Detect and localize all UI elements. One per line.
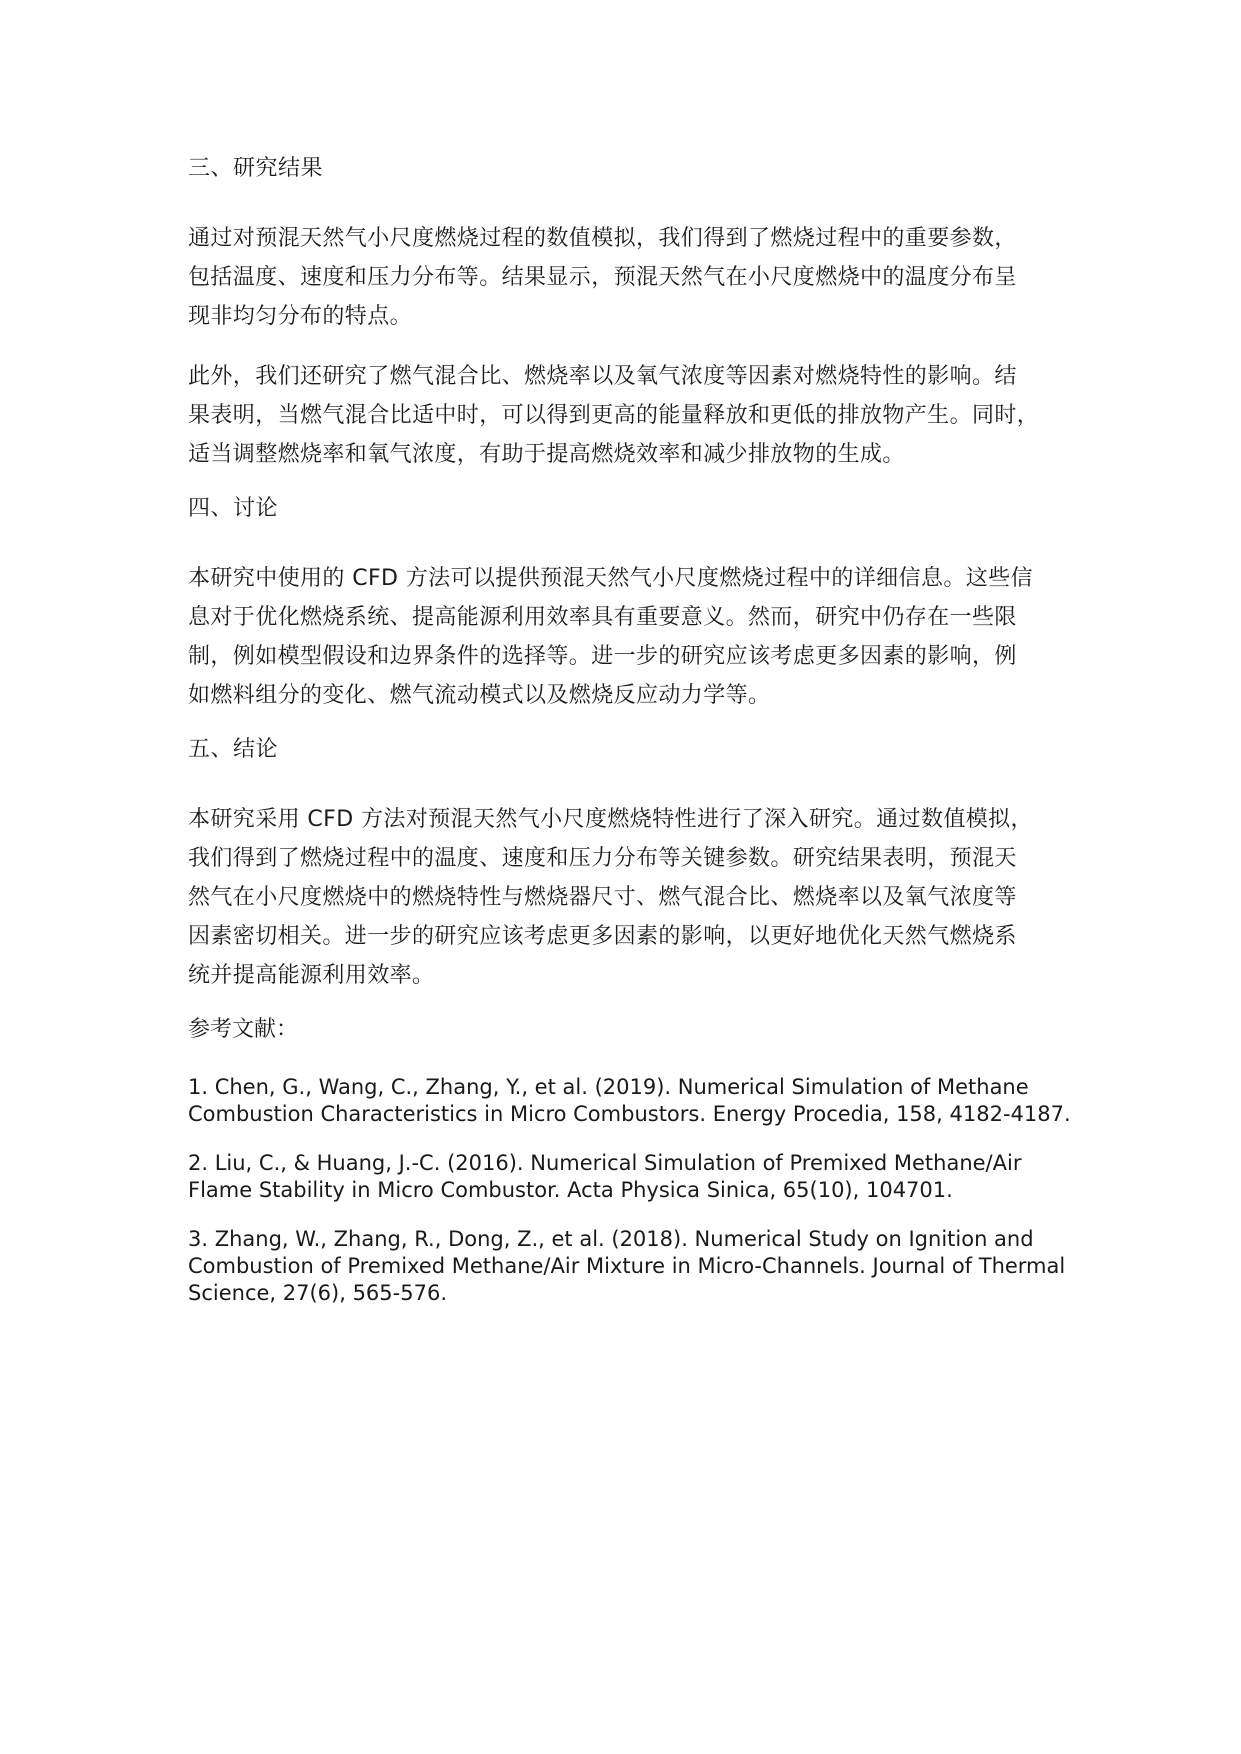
text-line: Combustion of Premixed Methane/Air Mixture in Micro-Channels. Journal of Thermal	[188, 1254, 1066, 1278]
text-line: 息对于优化燃烧系统、提高能源利用效率具有重要意义。然而，研究中仍存在一些限	[188, 605, 1017, 630]
text-line: 适当调整燃烧率和氧气浓度，有助于提高燃烧效率和减少排放物的生成。	[188, 442, 905, 467]
text-line: 本研究中使用的 CFD 方法可以提供预混天然气小尺度燃烧过程中的详细信息。这些信	[188, 566, 1033, 591]
text-line: Science, 27(6), 565-576.	[188, 1281, 447, 1305]
text-line: 包括温度、速度和压力分布等。结果显示，预混天然气在小尺度燃烧中的温度分布呈	[188, 265, 1017, 290]
reference-item-3	[188, 1226, 1078, 1307]
text-line: 3. Zhang, W., Zhang, R., Dong, Z., et al. (2018). Numerical Study on Ignition and	[188, 1227, 1034, 1251]
text-line: 1. Chen, G., Wang, C., Zhang, Y., et al. (2019). Numerical Simulation of Methane	[188, 1075, 1029, 1099]
text-line: 现非均匀分布的特点。	[188, 304, 413, 329]
reference-item-2	[188, 1150, 1078, 1204]
text-line: 统并提高能源利用效率。	[188, 963, 435, 988]
results-paragraph-1	[188, 219, 1078, 336]
document-body	[188, 155, 1078, 1329]
text-line: 通过对预混天然气小尺度燃烧过程的数值模拟，我们得到了燃烧过程中的重要参数，	[188, 226, 1017, 251]
section-heading-conclusion: 五、结论	[188, 737, 279, 762]
results-paragraph-2	[188, 357, 1078, 474]
text-line: 2. Liu, C., & Huang, J.-C. (2016). Numerical Simulation of Premixed Methane/Air	[188, 1151, 1022, 1175]
discussion-paragraph	[188, 559, 1078, 715]
references-heading: 参考文献：	[188, 1017, 299, 1042]
text-line: Flame Stability in Micro Combustor. Acta Physica Sinica, 65(10), 104701.	[188, 1178, 953, 1202]
text-line: 本研究采用 CFD 方法对预混天然气小尺度燃烧特性进行了深入研究。通过数值模拟，	[188, 807, 1033, 832]
section-heading-results: 三、研究结果	[188, 156, 324, 181]
conclusion-paragraph	[188, 800, 1078, 995]
text-line: 因素密切相关。进一步的研究应该考虑更多因素的影响，以更好地优化天然气燃烧系	[188, 924, 1017, 949]
text-line: 我们得到了燃烧过程中的温度、速度和压力分布等关键参数。研究结果表明，预混天	[188, 846, 1017, 871]
text-line: 果表明，当燃气混合比适中时，可以得到更高的能量释放和更低的排放物产生。同时，	[188, 403, 1040, 428]
text-line: 制，例如模型假设和边界条件的选择等。进一步的研究应该考虑更多因素的影响，例	[188, 644, 1017, 669]
text-line: Combustion Characteristics in Micro Combustors. Energy Procedia, 158, 4182-4187.	[188, 1102, 1071, 1126]
section-heading-discussion: 四、讨论	[188, 496, 279, 521]
text-line: 然气在小尺度燃烧中的燃烧特性与燃烧器尺寸、燃气混合比、燃烧率以及氧气浓度等	[188, 885, 1017, 910]
text-line: 此外，我们还研究了燃气混合比、燃烧率以及氧气浓度等因素对燃烧特性的影响。结	[188, 364, 1017, 389]
text-line: 如燃料组分的变化、燃气流动模式以及燃烧反应动力学等。	[188, 683, 771, 708]
reference-item-1	[188, 1074, 1078, 1128]
